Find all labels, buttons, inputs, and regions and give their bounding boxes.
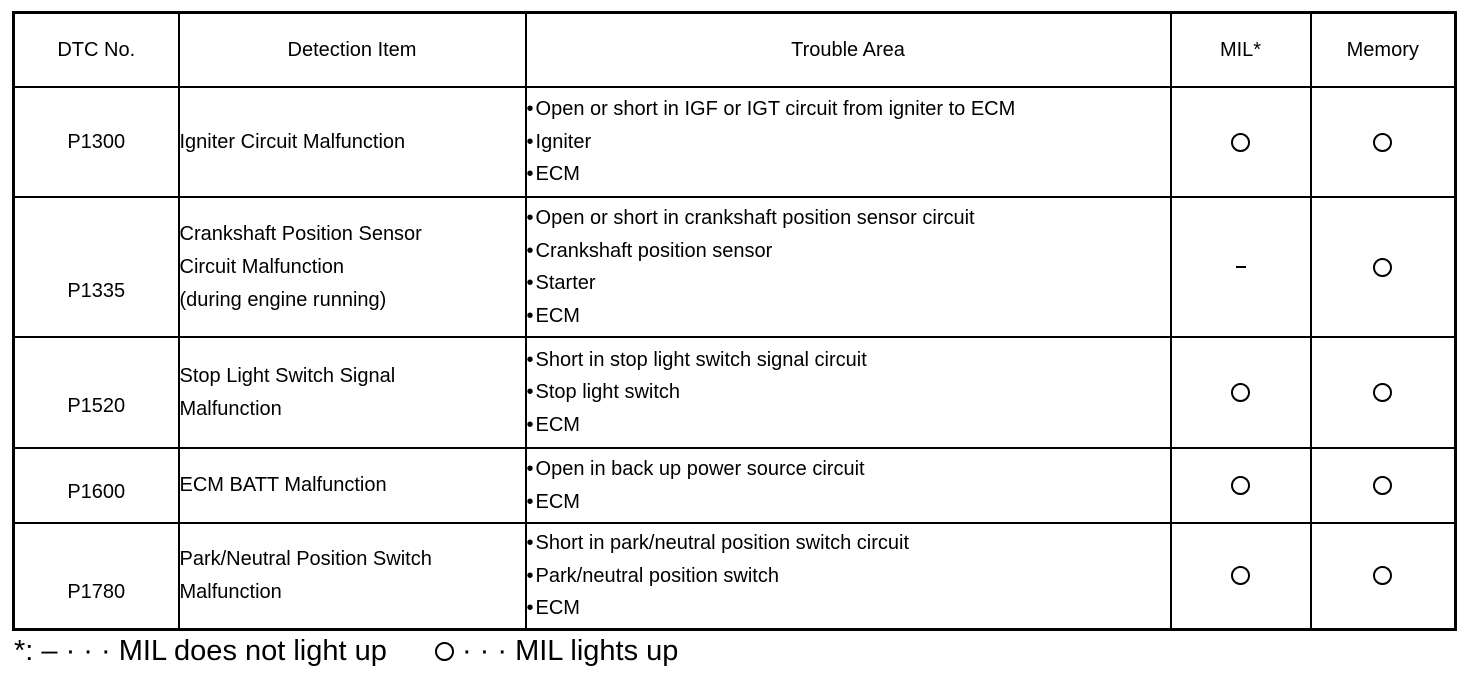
footnote-prefix: *:	[14, 634, 34, 667]
mil-cell	[1171, 197, 1311, 337]
mil-cell	[1171, 448, 1311, 523]
detection-item-line: ECM BATT Malfunction	[179, 474, 387, 496]
trouble-area-item: • Crankshaft position sensor	[527, 235, 1170, 268]
dash-icon	[1236, 266, 1246, 268]
trouble-area-item: • ECM	[527, 409, 1170, 442]
trouble-area	[526, 337, 1171, 448]
memory-cell	[1311, 523, 1456, 629]
memory-cell	[1311, 87, 1456, 197]
circle-icon	[1231, 383, 1250, 402]
detection-item	[179, 197, 526, 337]
dtc-code: P1600	[14, 448, 179, 523]
dtc-code: P1300	[14, 87, 179, 197]
detection-item	[179, 448, 526, 523]
circle-icon	[1373, 566, 1392, 585]
circle-icon	[1373, 383, 1392, 402]
trouble-area-item: • Igniter	[527, 126, 1170, 159]
mil-cell	[1171, 523, 1311, 629]
footnote-circle-text: · · · MIL lights up	[453, 634, 679, 667]
circle-icon	[1373, 133, 1392, 152]
table-header-row	[14, 13, 1456, 88]
dtc-table	[12, 11, 1457, 631]
detection-item-line: Malfunction	[179, 580, 282, 603]
trouble-area-item: • Open in back up power source circuit	[527, 453, 1170, 486]
circle-icon	[1373, 258, 1392, 277]
detection-item-line: Malfunction	[179, 397, 282, 420]
mil-cell	[1171, 337, 1311, 448]
table-row	[14, 197, 1456, 337]
trouble-area-item: • ECM	[527, 158, 1170, 191]
table-row	[14, 87, 1456, 197]
circle-icon	[1231, 566, 1250, 585]
detection-item-line: Igniter Circuit Malfunction	[179, 130, 406, 153]
mil-cell	[1171, 87, 1311, 197]
circle-icon	[435, 642, 454, 661]
trouble-area-item: • Short in stop light switch signal circuit	[527, 344, 1170, 377]
table-row	[14, 523, 1456, 629]
dtc-code: P1780	[14, 523, 179, 629]
detection-item	[179, 523, 526, 629]
trouble-area-item: • Park/neutral position switch	[527, 560, 1170, 593]
header-detection-item: Detection Item	[179, 13, 526, 88]
trouble-area-item: • Open or short in IGF or IGT circuit from igniter to ECM	[527, 93, 1170, 126]
trouble-area-item: • Starter	[527, 267, 1170, 300]
trouble-area-item: • ECM	[527, 486, 1170, 519]
table-row	[14, 337, 1456, 448]
detection-item-line: (during engine running)	[179, 288, 387, 311]
memory-cell	[1311, 337, 1456, 448]
detection-item	[179, 87, 526, 197]
trouble-area	[526, 523, 1171, 629]
trouble-area	[526, 197, 1171, 337]
table-row	[14, 448, 1456, 523]
detection-item-line: Stop Light Switch Signal	[179, 364, 396, 387]
footnote	[14, 634, 678, 668]
trouble-area-item: • Short in park/neutral position switch circuit	[527, 527, 1170, 560]
circle-icon	[1231, 133, 1250, 152]
footnote-dash-text: – · · · MIL does not light up	[33, 634, 387, 667]
detection-item-line: Crankshaft Position Sensor	[179, 222, 422, 245]
trouble-area-item: • ECM	[527, 300, 1170, 333]
dtc-code: P1520	[14, 337, 179, 448]
header-trouble-area: Trouble Area	[526, 13, 1171, 88]
circle-icon	[1231, 476, 1250, 495]
detection-item-line: Circuit Malfunction	[179, 255, 345, 278]
memory-cell	[1311, 448, 1456, 523]
header-dtc-no: DTC No.	[14, 13, 179, 88]
trouble-area-item: • Stop light switch	[527, 376, 1170, 409]
trouble-area	[526, 87, 1171, 197]
trouble-area-item: • Open or short in crankshaft position sensor circuit	[527, 202, 1170, 235]
memory-cell	[1311, 197, 1456, 337]
header-mil: MIL*	[1171, 13, 1311, 88]
header-memory: Memory	[1311, 13, 1456, 88]
trouble-area-item: • ECM	[527, 592, 1170, 625]
detection-item-line: Park/Neutral Position Switch	[179, 547, 432, 570]
dtc-code: P1335	[14, 197, 179, 337]
trouble-area	[526, 448, 1171, 523]
circle-icon	[1373, 476, 1392, 495]
detection-item	[179, 337, 526, 448]
